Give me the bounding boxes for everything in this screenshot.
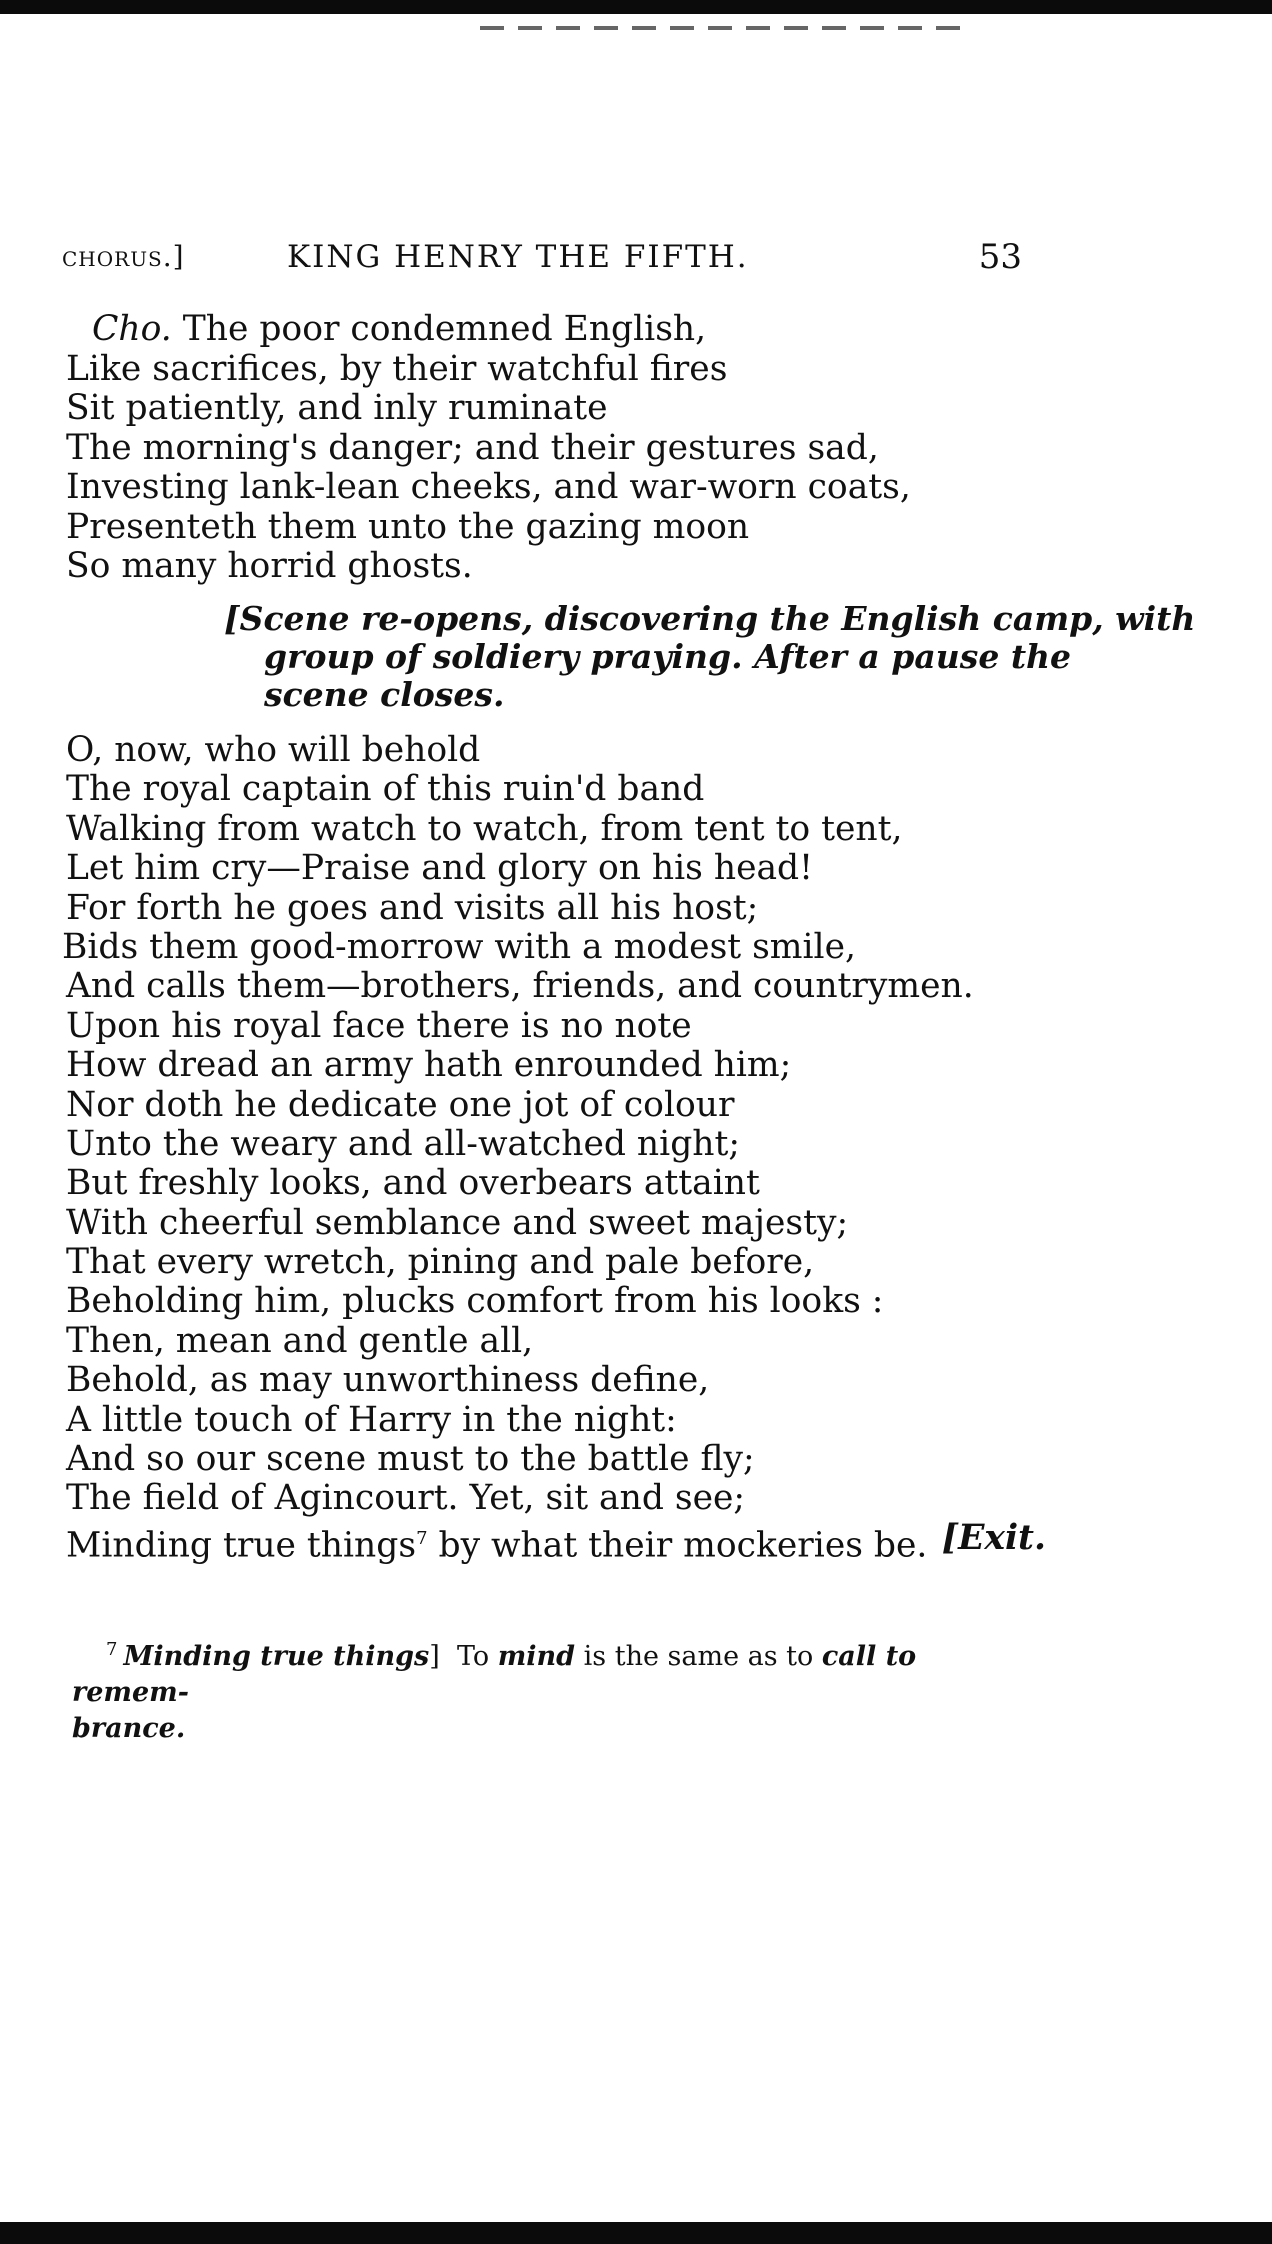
- footnote: $^7$ Minding true things] To mind is the same as to call to remem- brance.: [72, 1639, 917, 1744]
- footnote-lemma: Minding true things: [123, 1641, 430, 1672]
- verse-line: The poor condemned English,: [182, 309, 707, 349]
- verse-line: Upon his royal face there is no note: [66, 1005, 692, 1046]
- verse-line: Let him cry—Praise and glory on his head!: [66, 848, 814, 889]
- running-head-title: KING HENRY THE FIFTH.: [287, 239, 749, 275]
- stage-direction: [224, 599, 1196, 714]
- verse-line: Like sacrifices, by their watchful fires: [66, 348, 728, 389]
- running-head: [62, 232, 1022, 282]
- verse-line: For forth he goes and visits all his host;: [66, 887, 759, 928]
- main-speech: [62, 730, 1046, 1566]
- verse-line: The royal captain of this ruin'd band: [66, 769, 705, 810]
- footnote-term: mind: [497, 1641, 576, 1672]
- verse-line: Sit patiently, and inly ruminate: [66, 388, 608, 428]
- speech-first-line: [66, 310, 1046, 350]
- verse-line: Bids them good-morrow with a modest smile,: [62, 926, 856, 967]
- footnote-gloss-end: brance.: [72, 1713, 186, 1744]
- stage-direction-line: group of soldiery praying. After a pause the: [264, 637, 1072, 676]
- stage-direction-line: [Scene re-opens, discovering the English camp, with: [224, 599, 1196, 638]
- footnote-gloss: call to remem-: [72, 1641, 917, 1708]
- verse-line: And so our scene must to the battle fly;: [66, 1439, 755, 1480]
- top-page-border: [0, 0, 1272, 14]
- footnote-reference[interactable]: 7: [416, 1527, 428, 1549]
- verse-line: But freshly looks, and overbears attaint: [66, 1163, 760, 1204]
- running-head-section: chorus.]: [62, 240, 185, 273]
- verse-line: And calls them—brothers, friends, and countrymen.: [66, 966, 974, 1007]
- opening-speech: [66, 310, 1046, 587]
- verse-line: With cheerful semblance and sweet majesty;: [66, 1202, 849, 1243]
- verse-line: A little touch of Harry in the night:: [66, 1399, 677, 1440]
- stage-direction-line: scene closes.: [264, 675, 505, 714]
- verse-line: How dread an army hath enrounded him;: [66, 1045, 792, 1086]
- verse-line: Walking from watch to watch, from tent to tent,: [66, 808, 903, 849]
- verse-line: Unto the weary and all-watched night;: [66, 1123, 740, 1164]
- verse-line: So many horrid ghosts.: [66, 546, 473, 586]
- bottom-page-border: [0, 2222, 1272, 2244]
- verse-line: Presenteth them unto the gazing moon: [66, 506, 750, 547]
- stage-direction-bracket: [: [224, 599, 240, 638]
- verse-line: Beholding him, plucks comfort from his looks :: [66, 1281, 884, 1322]
- verse-line: Then, mean and gentle all,: [66, 1320, 534, 1361]
- verse-line-last: Minding true things$^7$ by what their mockeries be. [Exit.: [66, 1517, 1046, 1566]
- verse-line: O, now, who will behold: [66, 730, 481, 770]
- verse-line: That every wretch, pining and pale before,: [66, 1242, 815, 1283]
- verse-line: The field of Agincourt. Yet, sit and see;: [66, 1478, 746, 1519]
- speaker-name: Cho.: [92, 309, 172, 349]
- verse-line: Investing lank-lean cheeks, and war-worn coats,: [66, 467, 911, 507]
- page-number: 53: [978, 237, 1022, 277]
- exit-direction: [Exit.: [941, 1517, 1046, 1558]
- top-scan-marks: [480, 26, 960, 30]
- verse-line: Behold, as may unworthiness define,: [66, 1360, 710, 1401]
- verse-line: The morning's danger; and their gestures sad,: [66, 427, 879, 468]
- verse-line: Nor doth he dedicate one jot of colour: [66, 1084, 735, 1125]
- footnote-number: 7: [106, 1639, 118, 1660]
